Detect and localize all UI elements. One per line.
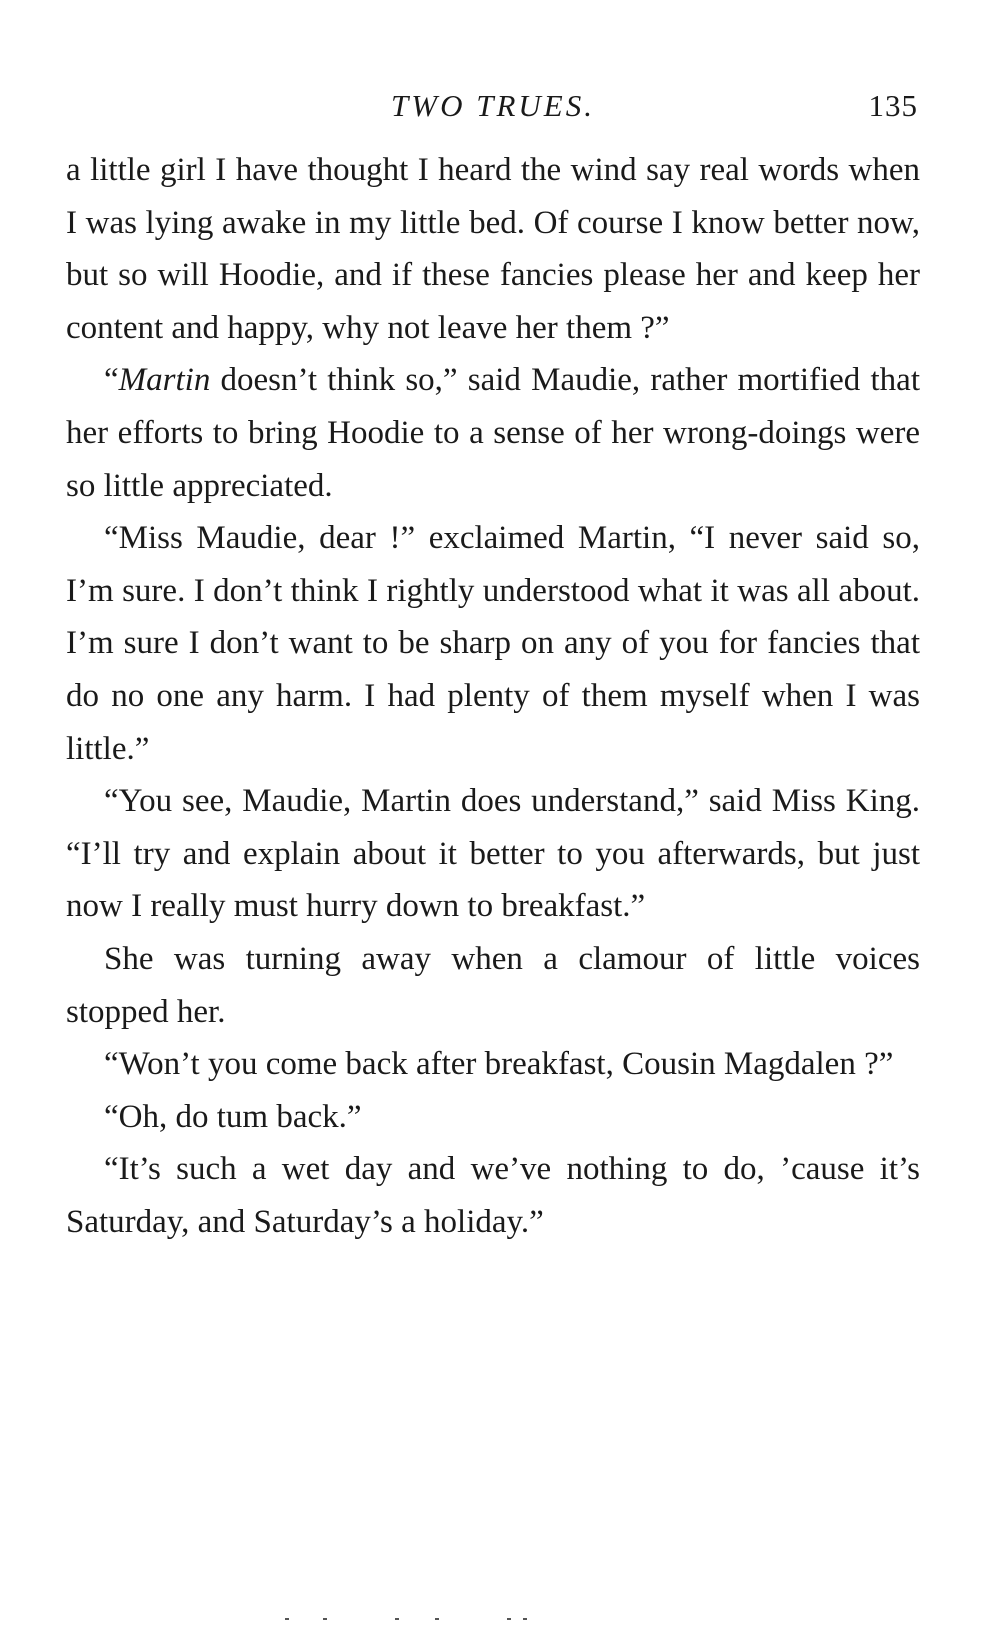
scan-speck [285,1618,289,1620]
paragraph-text: doesn’t think so,” said Maudie, rather mortified that her efforts to bring Hoodie to a sense of her wrong-doings were so little appreciated. [66,362,920,504]
paragraph-text: She was turning away when a clamour of little voices stopped her. [66,940,920,1030]
page-number: 135 [868,88,918,123]
paragraph-text: “Won’t you come back after breakfast, Cousin Magdalen ?” [104,1046,894,1083]
paragraph-text: a little girl I have thought I heard the wind say real words when I was lying awake in my little bed. Of course I know better now, but so will Hoodie, and if these fancies please her and keep her content and happy, why not leave her them ?” [66,152,920,346]
paragraph [66,354,920,512]
paragraph [66,1038,920,1091]
paragraph-text: “It’s such a wet day and we’ve nothing to do, ’cause it’s Saturday, and Saturday’s a holiday.” [66,1151,920,1240]
paragraph-text: “Oh, do tum back.” [104,1098,362,1135]
running-head [66,88,920,132]
scan-specks [285,1618,535,1628]
italic-name: Martin [118,362,211,399]
scan-speck [523,1618,527,1620]
opening-quote: “ [104,362,119,399]
paragraph [66,144,920,354]
scan-speck [323,1618,327,1620]
paragraph-text: “Miss Maudie, dear !” exclaimed Martin, “I never said so, I’m sure. I don’t think I rightly understood what it was all about. I’m sure I don’t want to be sharp on any of you for fancies that do no one any harm. I had plenty of them myself when I was little.” [66,520,920,767]
running-title: TWO TRUES. [391,88,595,123]
paragraph [66,775,920,933]
paragraph-text: “You see, Maudie, Martin does understand,” said Miss King. “I’ll try and explain about it better to you afterwards, but just now I really must hurry down to breakfast.” [66,783,920,925]
scan-speck [395,1618,399,1620]
paragraph [66,1143,920,1248]
paragraph [66,512,920,775]
book-page [66,88,920,1248]
scan-speck [435,1618,439,1620]
paragraph [66,933,920,1038]
paragraph [66,1091,920,1144]
body-text [66,144,920,1248]
scan-speck [507,1618,511,1620]
